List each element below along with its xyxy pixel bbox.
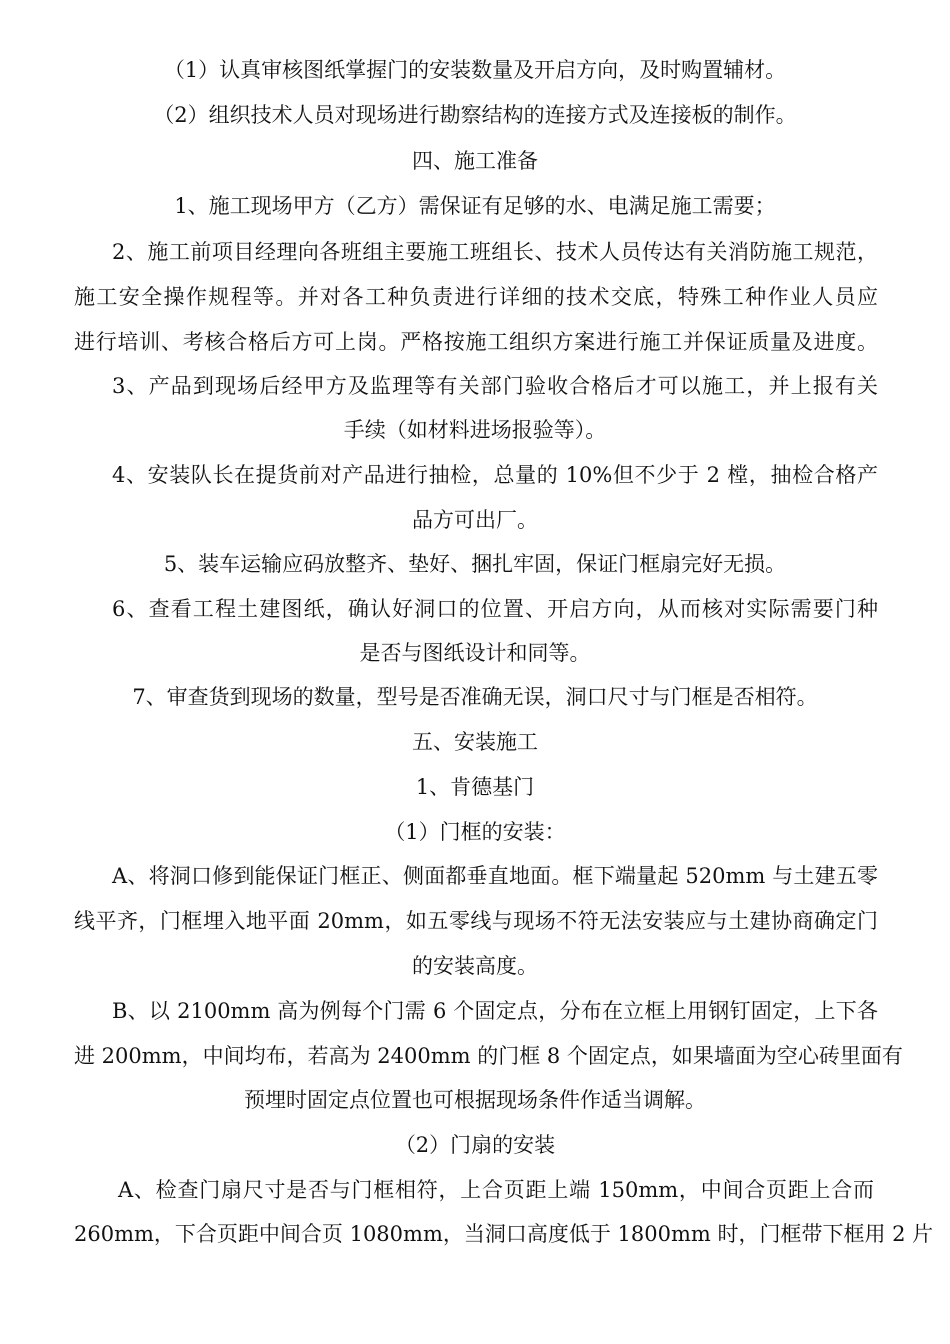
- text-line: 品方可出厂。: [412, 508, 538, 532]
- text-line: B、以 2100mm 高为例每个门需 6 个固定点，分布在立框上用钢钉固定，上下各: [112, 999, 878, 1023]
- text-line: 5、装车运输应码放整齐、垫好、捆扎牢固，保证门框扇完好无损。: [163, 552, 787, 576]
- text-line: 手续（如材料进场报验等）。: [343, 418, 607, 442]
- text-line: 3、产品到现场后经甲方及监理等有关部门验收合格后才可以施工，并上报有关: [112, 374, 878, 398]
- text-line: A、将洞口修到能保证门框正、侧面都垂直地面。框下端量起 520mm 与土建五零: [112, 864, 878, 888]
- subsection-heading: 1、肯德基门: [415, 775, 535, 799]
- text-line: 进行培训、考核合格后方可上岗。严格按施工组织方案进行施工并保证质量及进度。: [74, 330, 878, 354]
- subsection-heading: （1）门框的安装：: [384, 820, 566, 844]
- text-line: 4、安装队长在提货前对产品进行抽检，总量的 10%但不少于 2 樘，抽检合格产: [112, 463, 878, 487]
- subsection-heading: （2）门扇的安装: [394, 1133, 556, 1157]
- section-heading: 五、安装施工: [412, 730, 538, 754]
- section-heading: 四、施工准备: [412, 149, 538, 173]
- text-line: 1、施工现场甲方（乙方）需保证有足够的水、电满足施工需要；: [174, 194, 776, 218]
- text-line: 预埋时固定点位置也可根据现场条件作适当调解。: [244, 1088, 706, 1112]
- text-line: 7、审查货到现场的数量，型号是否准确无误，洞口尺寸与门框是否相符。: [132, 685, 818, 709]
- text-line: 进 200mm，中间均布，若高为 2400mm 的门框 8 个固定点，如果墙面为空心砖里面有: [74, 1044, 903, 1068]
- text-line: （2）组织技术人员对现场进行勘察结构的连接方式及连接板的制作。: [153, 103, 797, 127]
- text-line: 2、施工前项目经理向各班组主要施工班组长、技术人员传达有关消防施工规范，: [112, 240, 878, 264]
- text-line: 6、查看工程土建图纸，确认好洞口的位置、开启方向，从而核对实际需要门种: [112, 597, 878, 621]
- text-line: 的安装高度。: [412, 954, 538, 978]
- text-line: 是否与图纸设计和同等。: [359, 641, 591, 665]
- text-line: 260mm，下合页距中间合页 1080mm，当洞口高度低于 1800mm 时，门框带下框用 2 片: [74, 1222, 934, 1246]
- text-line: 施工安全操作规程等。并对各工种负责进行详细的技术交底，特殊工种作业人员应: [74, 285, 878, 309]
- text-line: 线平齐，门框埋入地平面 20mm，如五零线与现场不符无法安装应与土建协商确定门: [74, 909, 878, 933]
- text-line: A、检查门扇尺寸是否与门框相符，上合页距上端 150mm，中间合页距上合而: [118, 1178, 874, 1202]
- text-line: （1）认真审核图纸掌握门的安装数量及开启方向，及时购置辅材。: [163, 58, 787, 82]
